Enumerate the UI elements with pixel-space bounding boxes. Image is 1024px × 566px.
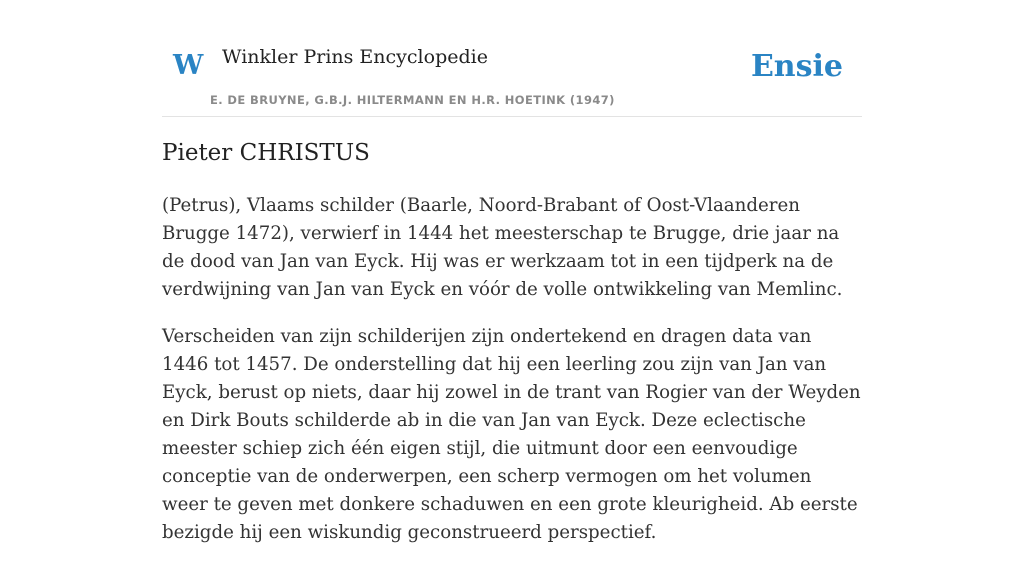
winkler-prins-logo[interactable]: W bbox=[173, 50, 204, 81]
article-paragraph: Verscheiden van zijn schilderijen zijn ondertekend en dragen data van 1446 tot 1457. De onderstelling dat hij een leerling zou zijn van Jan van Eyck, berust op niets, daar hij zowel in de trant van Rogier van der Weyden en Dirk Bouts schilderde ab in die van Jan van Eyck. Deze eclectische meester schiep zich één eigen stijl, die uitmunt door een eenvoudige conceptie van de onderwerpen, een scherp vermogen om het volumen weer te geven met donkere schaduwen en een grote kleurigheid. Ab eerste bezigde hij een wiskundig geconstrueerd perspectief. bbox=[162, 326, 861, 543]
site-header bbox=[162, 0, 862, 117]
book-authors: E. DE BRUYNE, G.B.J. HILTERMANN EN H.R. HOETINK (1947) bbox=[210, 93, 615, 107]
article-title: Pieter CHRISTUS bbox=[162, 140, 370, 166]
article-paragraph: (Petrus), Vlaams schilder (Baarle, Noord-Brabant of Oost-Vlaanderen Brugge 1472), verwierf in 1444 het meesterschap te Brugge, drie jaar na de dood van Jan van Eyck. Hij was er werkzaam tot in een tijdperk na de verdwijning van Jan van Eyck en vóór de volle ontwikkeling van Memlinc. bbox=[162, 195, 843, 300]
book-title: Winkler Prins Encyclopedie bbox=[222, 46, 488, 68]
article-body bbox=[162, 192, 862, 566]
ensie-logo-link[interactable]: Ensie bbox=[750, 49, 843, 84]
